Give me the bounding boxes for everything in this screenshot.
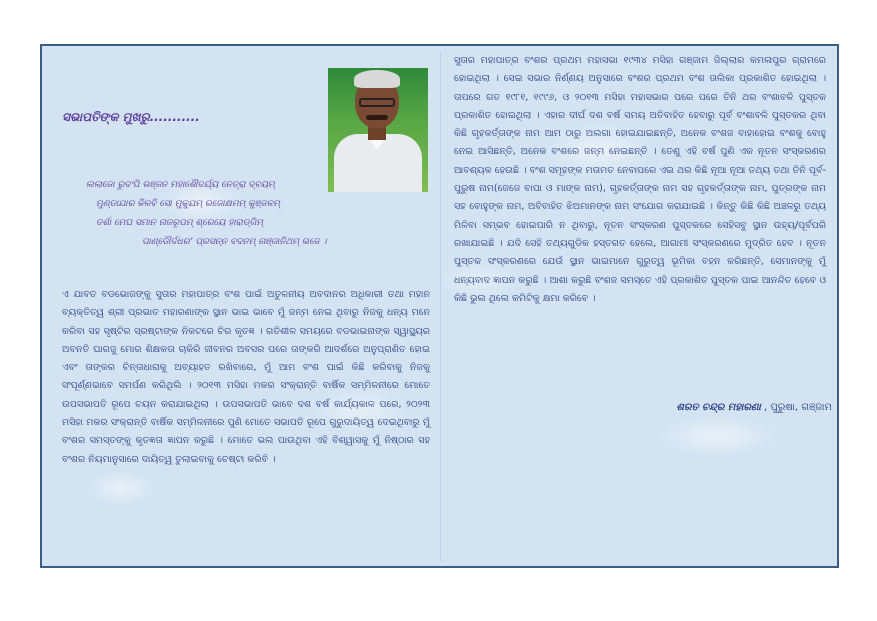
signature-place: , ପୁରୁଷା, ଗଞ୍ଜାମ bbox=[760, 402, 832, 413]
verse-line: ଲଲାଜୋ ରୁଦଂପି ଭଞ୍ଜନ ମହାଶୌଦର୍ଯ୍ୟ ନେତ୍ରା ଦ୍ବୟମ୍ bbox=[86, 180, 275, 190]
president-portrait-photo bbox=[328, 68, 428, 192]
portrait-moustache bbox=[366, 115, 388, 120]
portrait-glasses bbox=[359, 98, 395, 107]
right-paragraph: ସୁତାର ମହାପାତ୍ର ବଂଶର ପ୍ରଥମ ମହାସଭା ୧୯୩୪ ମସିହା ଗଞ୍ଜାମ ଜିଲ୍ଲାର କମଳାପୁର ଗ୍ରାମରେ ହୋଇଥିଲା । ସେଇ ସଭାର ନିର୍ଣ୍ଣୟ ଅନୁସାରେ ବଂଶର ପ୍ରଥମ ବଂଶ ତାଲିକା ପ୍ରକାଶିତ ହୋଇଥିଲା । ତାପରେ ଗତ ୧୯୮୧, ୧୯୯୬, ଓ ୨୦୧୩ ମସିହା ମହାସଭାର ପରେ ପରେ ତିନି ଥର ବଂଶାବଳି ପୁସ୍ତକ ପ୍ରକାଶିତ ହୋଇଥିଲା । ଏହାର ଦୀର୍ଘ ଦଶ ବର୍ଷ ସମୟ ଅତିବାହିତ ହେବାରୁ ପୂର୍ବ ବଂଶାବଳି ପୁସ୍ତକର ଥିବା କିଛି ଗୃହକର୍ତ୍ତାଙ୍କ ନାମ ଆମ ଠାରୁ ଅଲଗା ହୋଇଯାଇଛନ୍ତି, ଅନେକ ବଂଶଜ ବାହାହୋଇ ବଂଶକୁ ବୋହୁ ନେଇ ଆସିଛନ୍ତି, ଅନେକ ବଂଶରେ ଜନ୍ମ ନେଇଛନ୍ତି । ତେଣୁ ଏହି ବର୍ଷ ପୁଣି ଏକ ନୂତନ ସଂସ୍କରଣର ଆବଶ୍ୟକ ହେଉଛି । ବଂଶ ସମୂହଙ୍କ ମତାମତ ନେବାପରେ ଏଇ ଥର କିଛି ନୂଆ ନୂଆ ତଥ୍ୟ ତଥା ତିନି ପୂର୍ବ-ପୁରୁଷ ନାମ(ଜେଜେ ବାପା ଓ ମାଙ୍କ ନାମ), ଗୃହକର୍ତ୍ତାଙ୍କ ନାମ ସହ ଗୃହକର୍ତ୍ତାଙ୍କ ନାମ, ପୁତ୍ରଙ୍କ ନାମ ସହ ବୋହୁଙ୍କ ନାମ, ଅବିବାହିତ ଝିଅମାନଙ୍କ ନାମ ସଂଯୋଗ କରାଯାଇଛି । କିନ୍ତୁ କିଛି କିଛି ଅଞ୍ଚଳରୁ ତଥ୍ୟ ମିଳିବା ସମ୍ଭବ ହୋଇପାରି ନ ଥିବାରୁ, ନୂତନ ସଂସ୍କରଣ ପୁସ୍ତକରେ ସେହିସବୁ ସ୍ଥାନ ଉହ୍ୟ/ପୂର୍ବପରି ରଖାଯାଇଛି । ଯଦି ସେହି ତଥ୍ୟଗୁଡିକ ହସ୍ତଗତ ହେଲେ, ଆଗାମୀ ସଂସ୍କରଣରେ ମୁଦ୍ରିତ ହେବ । ନୂତନ ପୁସ୍ତକ ସଂସ୍କରଣରେ ଯେଉଁ ସ୍ଥାନ ଭାଇମାନେ ଗୁରୁତ୍ୱ ଭୂମିକା ବହନ କରିଛନ୍ତି, ସେମାନଙ୍କୁ ମୁଁ ଧନ୍ୟବାଦ ଜ୍ଞାପନ କରୁଛି । ଆଶା କରୁଛି ବଂଶଜ ସମସ୍ତେ ଏହି ପ୍ରକାଶିତ ପୁସ୍ତକ ପାଇ ଆନନ୍ଦିତ ହେବେ ଓ କିଛି ଭୁଲ ଥିଲେ କମିଟିକୁ କ୍ଷମା କରିବେ । bbox=[454, 55, 826, 304]
left-paragraph: ଏ ଯାବତ ବଡଭୋଜଙ୍କୁ ସୁତାର ମହାପାତ୍ର ବଂଶ ପାଇଁ ଅତୁଳନୀୟ ଅବଦାନର ଅଧିକାରୀ ତଥା ମହାନ ବ୍ୟକ୍ତିତ୍ୱ ଶ୍ରୀ ପ୍ରଭାତ ମହାରଣାଙ୍କ ସ୍ଥାନ ଭାଇ ଭାବେ ମୁଁ ଜନ୍ମ ନେଇ ଥିବାରୁ ନିଜକୁ ଧନ୍ୟ ମନେ କରିବା ସହ ସୃଷ୍ଟିର ସ୍ରଷ୍ଟାଙ୍କ ନିକଟରେ ଚିର କୃତଜ୍ଞ । ଗତିଶୀଳ ସମୟରେ ବଡଭାଇନାଙ୍କ ସ୍ୱାସ୍ଥ୍ୟର ଅବନତି ଘାଗଜୁ ମୋର ଶିକ୍ଷକତା ଚାକିରି ଜୀବନର ଅବସର ପରେ ତାଙ୍କରି ଆଦର୍ଶରେ ଅନୁପ୍ରାଣିତ ହୋଇ ଏବଂ ତାଙ୍କର ଚିନ୍ତାଧାରାକୁ ଅବ୍ୟାହତ ରଖିବାରେ, ମୁଁ ଆମ ବଂଶ ପାଇଁ କିଛି କରିବାକୁ ନିଜକୁ ସଂପୂର୍ଣ୍ଣଭାବେ ସମର୍ପଣ କରିଥିଲି । ୨୦୧୩ ମସିହା ମକର ସଂକ୍ରାନ୍ତି ବାର୍ଷିକ ସମ୍ମିଳନୀରେ ମୋତେ ଉପସଭାପତି ରୂପେ ଚୟନ କରାଯାଇଥିଲା । ଉପସଭାପତି ଭାବେ ଦଶ ବର୍ଷ କାର୍ଯ୍ୟକାଳ ପରେ, ୨୦୨୩ ମସିହା ମକର ସଂକ୍ରାନ୍ତି ବାର୍ଷିକ ସମ୍ମିଳନୀରେ ପୁଣି ମୋତେ ସଭାପତି ରୂପେ ଗୁରୁଦାୟିତ୍ୱ ଦେଇଥିବାରୁ ମୁଁ ବଂଶର ସମସ୍ତଙ୍କୁ କୃତଜ୍ଞତା ଜ୍ଞାପନ କରୁଛି । ମୋତେ ଭଲ ପାଉଥିବା ଏହି ବିଶ୍ୱାସକୁ ମୁଁ ନିଷ୍ଠାର ସହ ବଂଶର ନିୟମାନୁସାରେ ଦାୟିତ୍ୱ ତୁଲାଇବାକୁ ଚେଷ୍ଟା କରିବି । bbox=[62, 289, 430, 465]
foreword-panel bbox=[40, 44, 839, 568]
page-heading: ସଭାପତିଙ୍କ ମୁଖରୁ........... bbox=[62, 110, 200, 124]
signature bbox=[602, 402, 832, 413]
verse-line: ମୁଣ୍ଡାଯାର କିଳବି ସୋ ମୁକୁଯମ୍ ରଜୋକ୍ଷମମ୍ କୁଞ୍ଜଳମ୍ bbox=[96, 199, 280, 209]
portrait-hair bbox=[354, 70, 400, 88]
verse-line: ପାଣ୍ଡୌର୍ଦଧର’ ପ୍ରସନ୍ନ ବଦନମ୍ ନାଞ୍ଜାନିଥମ୍ ଭଜେ । bbox=[142, 237, 327, 247]
column-divider bbox=[440, 52, 441, 562]
signature-name: ଶରତ ଚନ୍ଦ୍ର ମହାରଣା bbox=[676, 402, 761, 413]
verse-line: ତର୍ଶା ମେଘ ସମାନ ନାଜରୂପମ୍ ଶ୍ରେୟେ ହାରାଡ୍ଗିମ୍ bbox=[96, 218, 264, 228]
